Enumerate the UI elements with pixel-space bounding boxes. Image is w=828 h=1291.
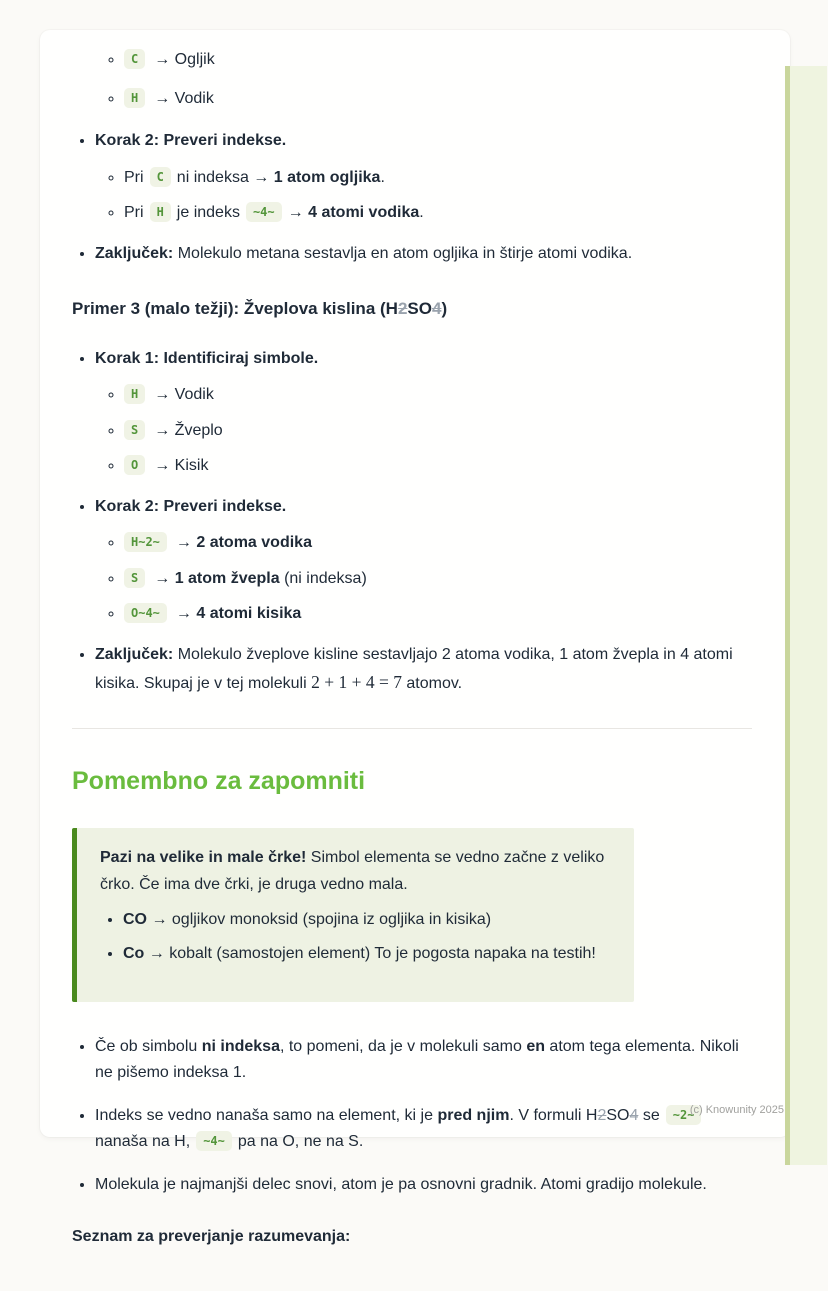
callout-text: Simbol elementa se vedno začne z veliko črko. Če ima dve črki, je druga vedno mala. [100, 849, 605, 894]
steps-list-kislina [72, 346, 752, 698]
index-chip: ~2~ [666, 1105, 702, 1125]
step-item [95, 128, 752, 227]
item-text: → [175, 534, 197, 552]
note-item [95, 1034, 752, 1087]
callout-paragraph [100, 845, 612, 898]
item-text: Če ob simbolu [95, 1037, 202, 1055]
conclusion-item [95, 241, 752, 268]
note-item [95, 1103, 752, 1156]
heading-text: ) [441, 299, 448, 319]
intro-sublist [72, 47, 752, 112]
list-item [124, 382, 752, 409]
list-item [124, 47, 752, 74]
bold-text: 1 atom ogljika [273, 168, 381, 186]
item-text: (ni indeksa) [279, 569, 367, 587]
list-item [124, 418, 752, 445]
element-chip: S [124, 420, 145, 440]
item-text: nanaša na H, [95, 1133, 191, 1151]
index-chip: ~4~ [196, 1131, 232, 1151]
item-text: ni indeksa → [176, 168, 274, 186]
item-text: Molekula je najmanjši delec snovi, atom je pa osnovni gradnik. Atomi gradijo molekule. [95, 1175, 707, 1193]
element-chip: S [124, 568, 145, 588]
steps-list-metan [72, 128, 752, 267]
item-text: . [380, 168, 385, 186]
list-item [124, 200, 752, 227]
conclusion-label: Zaključek: [95, 645, 174, 663]
item-text: Indeks se vedno nanaša samo na element, ki je [95, 1106, 438, 1124]
item-text: → [154, 569, 175, 587]
step-heading: Korak 1: Identificiraj simbole. [95, 349, 319, 367]
stripe-band [790, 66, 827, 1165]
strike-digit: 4 [629, 1106, 639, 1124]
step-sublist [95, 165, 752, 227]
bold-text: 4 atomi kisika [196, 605, 302, 623]
item-text: → Žveplo [154, 421, 223, 439]
checklist-heading: Seznam za preverjanje razumevanja: [72, 1228, 351, 1246]
bold-text: en [526, 1037, 545, 1055]
step-heading: Korak 2: Preveri indekse. [95, 132, 287, 150]
bold-text: CO [123, 910, 147, 928]
notes-list [72, 1034, 752, 1199]
list-item [124, 566, 752, 593]
bold-text: 1 atom žvepla [174, 569, 280, 587]
example3-heading [72, 295, 752, 323]
item-text: → kobalt (samostojen element) To je pogosta napaka na testih! [144, 945, 596, 963]
index-chip: ~4~ [246, 202, 282, 222]
item-text: Pri [124, 168, 144, 186]
list-item [123, 907, 612, 934]
callout-list [100, 907, 612, 968]
element-chip: H [150, 202, 171, 222]
conclusion-label: Zaključek: [95, 244, 174, 262]
bold-text: 2 atoma vodika [196, 534, 312, 552]
list-item [123, 941, 612, 968]
item-text: → Vodik [154, 386, 214, 404]
item-text: → [175, 605, 197, 623]
callout-bold-lead: Pazi na velike in male črke! [100, 849, 307, 867]
element-chip: H [124, 88, 145, 108]
list-item [124, 453, 752, 480]
heading-text: Primer 3 (malo težji): Žveplova kislina (H [72, 299, 398, 319]
important-section-heading: Pomembno za zapomniti [72, 766, 366, 795]
conclusion-text: Molekulo žveplove kisline sestavljajo 2 atoma vodika, 1 atom žvepla in 4 atomi kisika. Skupaj je v tej molekuli [95, 645, 733, 693]
document-content [40, 30, 790, 1291]
item-text: atom tega elementa. Nikoli ne pišemo indeksa 1. [95, 1037, 739, 1082]
element-chip: C [124, 49, 145, 69]
step-item [95, 346, 752, 480]
bold-text: pred njim [437, 1106, 510, 1124]
strike-digit: 2 [397, 299, 408, 319]
conclusion-item [95, 642, 752, 698]
highlight-stripe [785, 66, 827, 1165]
list-item [124, 165, 752, 192]
note-item [95, 1172, 752, 1199]
item-text: SO [606, 1106, 630, 1124]
section-divider [72, 728, 752, 729]
item-text: → Ogljik [154, 51, 215, 68]
item-text: → [287, 204, 309, 222]
heading-text: SO [407, 299, 432, 319]
watermark: (c) Knowunity 2025 [689, 1104, 784, 1116]
step-item [95, 494, 752, 628]
list-item [124, 86, 752, 113]
conclusion-text: atomov. [401, 675, 463, 693]
item-text: je indeks [176, 204, 240, 222]
element-chip: C [150, 167, 171, 187]
list-item [124, 530, 752, 557]
formula-chip: O~4~ [124, 603, 167, 623]
item-text: , to pomeni, da je v molekuli samo [279, 1037, 527, 1055]
bold-text: 4 atomi vodika [308, 204, 420, 222]
element-chip: H [124, 384, 145, 404]
bold-text: ni indeksa [201, 1037, 280, 1055]
conclusion-text: Molekulo metana sestavlja en atom ogljika in štirje atomi vodika. [173, 244, 633, 262]
step-sublist [95, 382, 752, 480]
strike-digit: 4 [431, 299, 442, 319]
step-sublist [95, 530, 752, 628]
item-text: pa na O, ne na S. [237, 1133, 364, 1151]
element-chip: O [124, 455, 145, 475]
callout-box [72, 828, 634, 1001]
item-text: Pri [124, 204, 144, 222]
item-text: → ogljikov monoksid (spojina iz ogljika in kisika) [147, 910, 492, 928]
step-heading: Korak 2: Preveri indekse. [95, 497, 287, 515]
item-text: . [419, 204, 424, 222]
item-text: . V formuli H [509, 1106, 598, 1124]
formula-chip: H~2~ [124, 532, 167, 552]
item-text: → Kisik [154, 457, 209, 475]
strike-digit: 2 [597, 1106, 607, 1124]
item-text: → Vodik [154, 89, 214, 107]
list-item [124, 601, 752, 628]
math-expression: 2 + 1 + 4 = 7 [311, 672, 402, 693]
bold-text: Co [123, 945, 145, 963]
item-text: se [638, 1106, 660, 1124]
document-card [40, 30, 790, 1246]
